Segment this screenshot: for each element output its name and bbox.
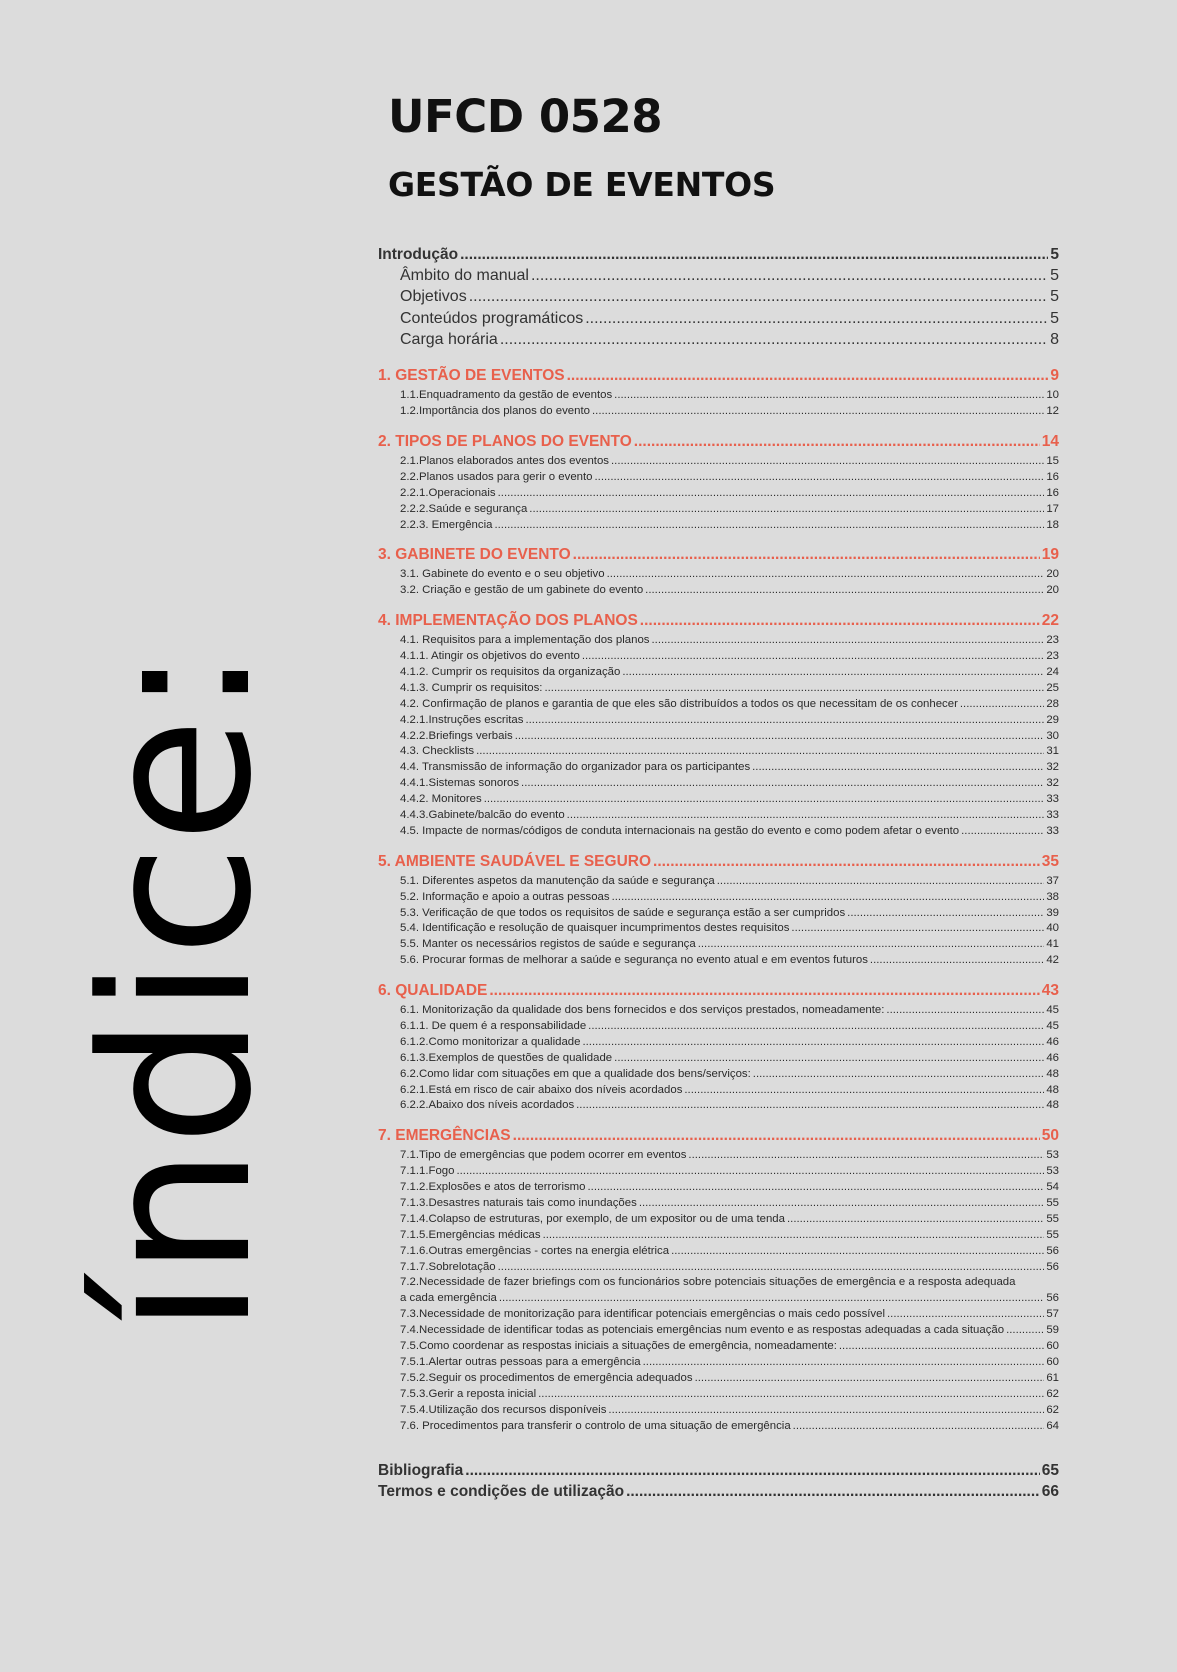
toc-entry-label: 4.4.1.Sistemas sonoros xyxy=(400,777,520,790)
toc-subitem[interactable] xyxy=(378,1197,1059,1213)
toc-entry-label: Âmbito do manual xyxy=(400,267,529,284)
toc-entry-page: 45 xyxy=(1046,1004,1059,1017)
toc-entry-label: 6.1.2.Como monitorizar a qualidade xyxy=(400,1035,581,1048)
toc-subitem[interactable] xyxy=(378,777,1059,793)
toc-entry-label: 7.5.2.Seguir os procedimentos de emergência adequados xyxy=(400,1371,693,1384)
spacer xyxy=(378,1435,1059,1462)
toc-entry-label: 6.2.1.Está em risco de cair abaixo dos níveis acordados xyxy=(400,1083,683,1096)
toc-entry-label: 6.2.Como lidar com situações em que a qualidade dos bens/serviços: xyxy=(400,1067,751,1080)
toc-entry-page: 54 xyxy=(1046,1181,1059,1194)
toc-entry-label: 5.4. Identificação e resolução de quaisquer incumprimentos destes requisitos xyxy=(400,922,790,935)
dot-leader xyxy=(567,367,1049,385)
toc-back-matter[interactable] xyxy=(378,1483,1059,1504)
toc-entry-page: 50 xyxy=(1041,1127,1059,1145)
toc-subitem[interactable] xyxy=(378,487,1059,503)
dot-leader xyxy=(1006,1324,1044,1336)
toc-entry-label: 2.1.Planos elaborados antes dos eventos xyxy=(400,454,609,467)
toc-entry-label: 6. QUALIDADE xyxy=(378,982,488,1000)
toc-entry-page: 12 xyxy=(1046,405,1059,418)
toc-subitem[interactable] xyxy=(378,584,1059,600)
spacer xyxy=(378,841,1059,853)
toc-entry-page: 20 xyxy=(1046,584,1059,597)
toc-subitem[interactable] xyxy=(378,666,1059,682)
toc-entry-page: 22 xyxy=(1041,612,1059,630)
toc-subitem[interactable] xyxy=(378,938,1059,954)
toc-subitem[interactable] xyxy=(378,650,1059,666)
dot-leader xyxy=(567,809,1045,821)
toc-subitem[interactable] xyxy=(378,519,1059,535)
toc-subitem[interactable] xyxy=(378,1420,1059,1436)
toc-subitem[interactable] xyxy=(378,730,1059,746)
toc-entry-page: 5 xyxy=(1050,309,1059,327)
toc-entry-label: 7.1.7.Sobrelotação xyxy=(400,1260,496,1273)
toc-entry-label: 6.1. Monitorização da qualidade dos bens fornecidos e dos serviços prestados, nomeadamente: xyxy=(400,1004,885,1017)
toc-entry-label: 7.3.Necessidade de monitorização para identificar potenciais emergências o mais cedo possível xyxy=(400,1308,885,1321)
toc-entry-page: 5 xyxy=(1050,246,1059,263)
toc-back-matter[interactable] xyxy=(378,1462,1059,1483)
toc-entry-page: 18 xyxy=(1046,518,1059,531)
toc-entry-label: Objetivos xyxy=(400,288,467,306)
toc-entry-label: 4.4.3.Gabinete/balcão do evento xyxy=(400,809,565,821)
toc-entry-label: a cada emergência xyxy=(400,1292,497,1305)
dot-leader xyxy=(607,568,1045,580)
dot-leader xyxy=(626,1483,1040,1501)
toc-subitem[interactable] xyxy=(378,1292,1059,1308)
toc-entry-label: 4.2.1.Instruções escritas xyxy=(400,713,524,726)
toc-entry-page: 42 xyxy=(1046,954,1059,967)
toc-entry-label: 3. GABINETE DO EVENTO xyxy=(378,546,571,564)
toc-subitem[interactable] xyxy=(378,1165,1059,1181)
dot-leader xyxy=(595,471,1045,483)
toc-entry-page: 8 xyxy=(1050,330,1059,348)
dot-leader xyxy=(643,1356,1045,1368)
dot-leader xyxy=(573,546,1040,564)
toc-entry-page: 20 xyxy=(1046,568,1059,581)
dot-leader xyxy=(622,666,1044,678)
toc-entry-label: Conteúdos programáticos xyxy=(400,309,584,327)
toc-entry-page: 16 xyxy=(1046,486,1059,499)
dot-leader xyxy=(544,682,1044,694)
dot-leader xyxy=(592,405,1044,417)
toc-subitem[interactable] xyxy=(378,634,1059,650)
toc-entry-page: 14 xyxy=(1041,432,1059,450)
toc-entry-page: 55 xyxy=(1046,1197,1059,1210)
document-header xyxy=(388,90,775,204)
dot-leader xyxy=(717,875,1045,887)
dot-leader xyxy=(793,1420,1045,1432)
index-side-title: índice: xyxy=(59,646,297,1335)
toc-entry-page: 31 xyxy=(1046,745,1059,758)
toc-entry-label: 4.1.2. Cumprir os requisitos da organização xyxy=(400,665,621,678)
dot-leader xyxy=(499,1292,1044,1304)
toc-entry-page: 15 xyxy=(1046,454,1059,467)
dot-leader xyxy=(494,519,1044,531)
toc-chapter-6[interactable] xyxy=(378,982,1059,1004)
dot-leader xyxy=(886,1004,1044,1016)
spacer xyxy=(378,352,1059,367)
toc-entry-label: 7.1.1.Fogo xyxy=(400,1165,455,1178)
toc-subitem[interactable] xyxy=(378,761,1059,777)
toc-subitem[interactable] xyxy=(378,1324,1059,1340)
dot-leader xyxy=(489,982,1039,1000)
toc-entry-label: 7.4.Necessidade de identificar todas as potenciais emergências num evento e as respostas adequadas a cada situação xyxy=(400,1324,1005,1337)
toc-entry-label: 7.1.4.Colapso de estruturas, por exemplo, de um expositor ou de uma tenda xyxy=(400,1212,785,1225)
dot-leader xyxy=(588,1020,1044,1032)
dot-leader xyxy=(469,288,1048,306)
toc-entry-page: 33 xyxy=(1046,824,1059,837)
toc-chapter-7[interactable] xyxy=(378,1127,1059,1149)
toc-entry-label: 5.3. Verificação de que todos os requisitos de saúde e segurança estão a ser cumpridos xyxy=(400,906,846,919)
spacer xyxy=(378,600,1059,612)
toc-entry-page: 46 xyxy=(1046,1035,1059,1048)
toc-subitem[interactable] xyxy=(378,503,1059,519)
toc-subitem[interactable] xyxy=(378,1245,1059,1261)
dot-leader xyxy=(582,1036,1044,1048)
toc-entry-label: 5.5. Manter os necessários registos de saúde e segurança xyxy=(400,938,696,951)
toc-intro-item[interactable] xyxy=(378,331,1059,352)
dot-leader xyxy=(614,389,1044,401)
toc-entry-page: 23 xyxy=(1046,650,1059,663)
toc-entry-page: 61 xyxy=(1046,1371,1059,1384)
dot-leader xyxy=(498,1261,1045,1273)
toc-entry-page: 37 xyxy=(1046,874,1059,887)
toc-entry-page: 16 xyxy=(1046,470,1059,483)
toc-subitem[interactable] xyxy=(378,907,1059,923)
toc-subitem[interactable] xyxy=(378,891,1059,907)
toc-entry-label: 7.5.4.Utilização dos recursos disponíveis xyxy=(400,1403,607,1416)
dot-leader xyxy=(653,853,1040,871)
toc-subitem[interactable] xyxy=(378,1036,1059,1052)
course-code: UFCD 0528 xyxy=(388,90,663,143)
dot-leader xyxy=(870,954,1044,966)
toc-subitem[interactable] xyxy=(378,1213,1059,1229)
toc-subitem[interactable] xyxy=(378,1261,1059,1277)
toc-entry-page: 33 xyxy=(1046,793,1059,806)
toc-entry-label: 5.1. Diferentes aspetos da manutenção da saúde e segurança xyxy=(400,874,715,887)
dot-leader xyxy=(960,698,1044,710)
toc-entry-label: 6.2.2.Abaixo dos níveis acordados xyxy=(400,1099,575,1112)
toc-entry-page: 65 xyxy=(1041,1462,1059,1480)
dot-leader xyxy=(465,1462,1039,1480)
toc-entry-page: 28 xyxy=(1046,697,1059,710)
dot-leader xyxy=(645,584,1044,596)
dot-leader xyxy=(791,922,1044,934)
toc-subitem[interactable] xyxy=(378,1068,1059,1084)
toc-entry-page: 29 xyxy=(1046,713,1059,726)
toc-entry-page: 25 xyxy=(1046,681,1059,694)
toc-subitem[interactable] xyxy=(378,389,1059,405)
toc-entry-page: 53 xyxy=(1046,1165,1059,1178)
dot-leader xyxy=(513,1127,1040,1145)
toc-entry-label: 6.1.3.Exemplos de questões de qualidade xyxy=(400,1051,613,1064)
dot-leader xyxy=(498,487,1045,499)
toc-subitem[interactable] xyxy=(378,1099,1059,1115)
toc-entry-page: 33 xyxy=(1046,809,1059,821)
toc-entry-page: 56 xyxy=(1046,1244,1059,1257)
dot-leader xyxy=(543,1229,1045,1241)
toc-entry-page: 56 xyxy=(1046,1292,1059,1305)
toc-subitem[interactable] xyxy=(378,455,1059,471)
toc-entry-label: 4.2.2.Briefings verbais xyxy=(400,729,513,742)
toc-entry-page: 9 xyxy=(1050,367,1059,385)
toc-entry-label: 5.6. Procurar formas de melhorar a saúde e segurança no evento atual e em eventos futuros xyxy=(400,954,868,967)
toc-entry-label: 1.2.Importância dos planos do evento xyxy=(400,405,590,418)
dot-leader xyxy=(500,331,1048,349)
toc-entry-page: 35 xyxy=(1041,852,1059,870)
toc-entry-page: 39 xyxy=(1046,906,1059,919)
dot-leader xyxy=(531,267,1048,285)
toc-entry-page: 19 xyxy=(1041,546,1059,564)
toc-entry-label: 7.5.1.Alertar outras pessoas para a emergência xyxy=(400,1355,641,1368)
toc-entry-first-line[interactable]: 7.2.Necessidade de fazer briefings com os funcionários sobre potenciais situações de emergência e a resposta adequada xyxy=(400,1276,1016,1289)
dot-leader xyxy=(887,1308,1044,1320)
dot-leader xyxy=(460,246,1048,264)
dot-leader xyxy=(614,1052,1044,1064)
dot-leader xyxy=(847,907,1044,919)
toc-subitem[interactable] xyxy=(378,793,1059,809)
toc-entry-label: 5. AMBIENTE SAUDÁVEL E SEGURO xyxy=(378,852,652,870)
toc-intro-item[interactable] xyxy=(378,310,1059,331)
dot-leader xyxy=(476,745,1044,757)
toc-entry-page: 55 xyxy=(1046,1212,1059,1225)
toc-entry-page: 48 xyxy=(1046,1067,1059,1080)
dot-leader xyxy=(695,1372,1045,1384)
toc-entry-page: 57 xyxy=(1046,1308,1059,1321)
toc-entry-label: Carga horária xyxy=(400,330,498,348)
toc-subitem[interactable] xyxy=(378,809,1059,825)
dot-leader xyxy=(456,1165,1044,1177)
toc-entry-page: 55 xyxy=(1046,1228,1059,1241)
toc-entry-label: 7.5.Como coordenar as respostas iniciais a situações de emergência, nomeadamente: xyxy=(400,1340,837,1353)
toc-subitem[interactable] xyxy=(378,1052,1059,1068)
toc-subitem[interactable] xyxy=(378,698,1059,714)
toc-entry-page: 59 xyxy=(1046,1324,1059,1337)
toc-entry-page: 66 xyxy=(1041,1483,1059,1501)
toc-subitem[interactable] xyxy=(378,568,1059,584)
toc-entry-label: 4.4. Transmissão de informação do organizador para os participantes xyxy=(400,761,751,774)
dot-leader xyxy=(671,1245,1044,1257)
toc-entry-page: 5 xyxy=(1050,267,1059,284)
spacer xyxy=(378,534,1059,546)
toc-entry-page: 48 xyxy=(1046,1099,1059,1112)
toc-subitem[interactable] xyxy=(378,1084,1059,1100)
toc-subitem[interactable] xyxy=(378,1308,1059,1324)
toc-entry-label: 4.5. Impacte de normas/códigos de conduta internacionais na gestão do evento e como podem afetar o evento xyxy=(400,824,960,837)
toc-entry-page: 17 xyxy=(1046,502,1059,515)
toc-entry-label: Termos e condições de utilização xyxy=(378,1483,625,1501)
dot-leader xyxy=(484,793,1045,805)
toc-entry-page: 60 xyxy=(1046,1355,1059,1368)
toc-subitem[interactable] xyxy=(378,825,1059,841)
toc-chapter-1[interactable] xyxy=(378,367,1059,389)
toc-intro-item[interactable] xyxy=(378,267,1059,288)
toc-subitem[interactable] xyxy=(378,1181,1059,1197)
dot-leader xyxy=(651,634,1044,646)
toc-entry-page: 45 xyxy=(1046,1020,1059,1033)
toc-entry-page: 38 xyxy=(1046,890,1059,903)
toc-entry-page: 48 xyxy=(1046,1083,1059,1096)
toc-entry-label: 3.2. Criação e gestão de um gabinete do evento xyxy=(400,584,644,597)
toc-entry-label: 4. IMPLEMENTAÇÃO DOS PLANOS xyxy=(378,612,638,630)
toc-entry-label: 7.6. Procedimentos para transferir o controlo de uma situação de emergência xyxy=(400,1419,791,1432)
dot-leader xyxy=(612,891,1045,903)
toc-subitem[interactable] xyxy=(378,682,1059,698)
toc-subitem[interactable] xyxy=(378,954,1059,970)
toc-entry-page: 46 xyxy=(1046,1051,1059,1064)
dot-leader xyxy=(688,1149,1044,1161)
toc-subitem[interactable] xyxy=(378,1340,1059,1356)
toc-entry-page: 41 xyxy=(1046,938,1059,951)
toc-entry-label: 5.2. Informação e apoio a outras pessoas xyxy=(400,890,610,903)
toc-subitem[interactable] xyxy=(378,1404,1059,1420)
toc-entry-label: Introdução xyxy=(378,246,459,263)
toc-entry-label: 7. EMERGÊNCIAS xyxy=(378,1127,511,1145)
spacer xyxy=(378,970,1059,982)
toc-intro[interactable] xyxy=(378,246,1059,267)
toc-subitem[interactable] xyxy=(378,1149,1059,1165)
toc-entry-label: 2. TIPOS DE PLANOS DO EVENTO xyxy=(378,432,632,450)
toc-entry-page: 23 xyxy=(1046,634,1059,647)
toc-entry-page: 62 xyxy=(1046,1387,1059,1400)
dot-leader xyxy=(521,777,1044,789)
toc-entry-page: 40 xyxy=(1046,922,1059,935)
spacer xyxy=(378,421,1059,433)
dot-leader xyxy=(639,1197,1045,1209)
toc-entry-label: 7.1.3.Desastres naturais tais como inundações xyxy=(400,1197,637,1210)
toc-entry-label: 6.1.1. De quem é a responsabilidade xyxy=(400,1020,587,1033)
dot-leader xyxy=(608,1404,1044,1416)
dot-leader xyxy=(611,455,1044,467)
dot-leader xyxy=(640,612,1040,630)
dot-leader xyxy=(839,1340,1044,1352)
toc-chapter-3[interactable] xyxy=(378,546,1059,568)
toc-entry-label: 2.2.1.Operacionais xyxy=(400,486,496,499)
toc-entry-page: 62 xyxy=(1046,1403,1059,1416)
toc-subitem[interactable] xyxy=(378,1004,1059,1020)
dot-leader xyxy=(634,433,1040,451)
toc-entry-label: 4.1. Requisitos para a implementação dos planos xyxy=(400,634,650,647)
toc-entry-page: 5 xyxy=(1050,288,1059,306)
toc-entry-label: 4.1.1. Atingir os objetivos do evento xyxy=(400,650,580,663)
dot-leader xyxy=(787,1213,1044,1225)
dot-leader xyxy=(576,1099,1044,1111)
toc-entry-label: 4.2. Confirmação de planos e garantia de que eles são distribuídos a todos os que necessitam de os conhecer xyxy=(400,697,958,710)
dot-leader xyxy=(538,1388,1044,1400)
course-title: GESTÃO DE EVENTOS xyxy=(388,165,776,204)
dot-leader xyxy=(525,714,1044,726)
toc-subitem[interactable] xyxy=(378,405,1059,421)
toc-subitem[interactable] xyxy=(378,714,1059,730)
toc-entry-label: 4.4.2. Monitores xyxy=(400,793,482,806)
toc-chapter-5[interactable] xyxy=(378,853,1059,875)
toc-entry-label: 7.1.2.Explosões e atos de terrorismo xyxy=(400,1181,586,1194)
toc-entry-label: 2.2.2.Saúde e segurança xyxy=(400,502,528,515)
toc-entry-label: 2.2.3. Emergência xyxy=(400,518,493,531)
dot-leader xyxy=(961,825,1044,837)
toc-entry-page: 24 xyxy=(1046,665,1059,678)
toc-entry-label: 7.1.Tipo de emergências que podem ocorrer em eventos xyxy=(400,1149,687,1162)
toc-entry-label: 7.1.5.Emergências médicas xyxy=(400,1228,541,1241)
toc-entry-page: 30 xyxy=(1046,729,1059,742)
toc-subitem[interactable] xyxy=(378,1388,1059,1404)
toc-subitem[interactable] xyxy=(378,1229,1059,1245)
dot-leader xyxy=(752,761,1044,773)
toc-entry-label: 7.1.6.Outras emergências - cortes na energia elétrica xyxy=(400,1244,670,1257)
dot-leader xyxy=(515,730,1045,742)
toc-chapter-4[interactable] xyxy=(378,612,1059,634)
toc-entry-label: 7.5.3.Gerir a reposta inicial xyxy=(400,1387,537,1400)
toc-entry-label: Bibliografia xyxy=(378,1462,464,1480)
dot-leader xyxy=(684,1084,1044,1096)
toc-chapter-2[interactable] xyxy=(378,433,1059,455)
toc-entry-page: 32 xyxy=(1046,777,1059,790)
dot-leader xyxy=(698,938,1045,950)
toc-entry-label: 4.3. Checklists xyxy=(400,745,475,758)
toc-subitem[interactable] xyxy=(378,471,1059,487)
toc-entry-label: 4.1.3. Cumprir os requisitos: xyxy=(400,681,543,694)
toc-entry-page: 60 xyxy=(1046,1340,1059,1353)
dot-leader xyxy=(529,503,1044,515)
dot-leader xyxy=(588,1181,1045,1193)
toc-subitem[interactable] xyxy=(378,875,1059,891)
dot-leader xyxy=(585,310,1048,328)
toc-entry-page: 43 xyxy=(1041,982,1059,1000)
toc-entry-page: 64 xyxy=(1046,1419,1059,1432)
toc-entry-label: 1. GESTÃO DE EVENTOS xyxy=(378,367,565,385)
toc-subitem[interactable] xyxy=(378,1020,1059,1036)
toc-subitem[interactable] xyxy=(378,1372,1059,1388)
toc-entry-page: 56 xyxy=(1046,1260,1059,1273)
toc-entry-page: 10 xyxy=(1046,389,1059,402)
toc-intro-item[interactable] xyxy=(378,288,1059,309)
toc-entry-page: 53 xyxy=(1046,1149,1059,1162)
toc-subitem[interactable] xyxy=(378,745,1059,761)
toc-subitem[interactable] xyxy=(378,922,1059,938)
dot-leader xyxy=(582,650,1044,662)
toc-subitem[interactable] xyxy=(378,1356,1059,1372)
table-of-contents xyxy=(378,246,1059,1504)
spacer xyxy=(378,1115,1059,1127)
toc-entry-label: 1.1.Enquadramento da gestão de eventos xyxy=(400,389,613,402)
toc-entry-page: 32 xyxy=(1046,761,1059,774)
toc-entry-label: 2.2.Planos usados para gerir o evento xyxy=(400,470,593,483)
toc-entry-label: 3.1. Gabinete do evento e o seu objetivo xyxy=(400,568,605,581)
dot-leader xyxy=(753,1068,1045,1080)
